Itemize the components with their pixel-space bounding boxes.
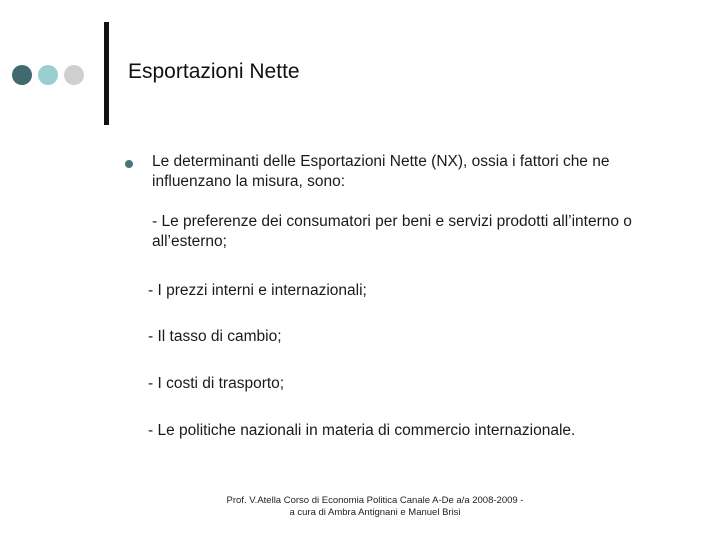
decorative-dot-light [38,65,58,85]
list-item-preferences: - Le preferenze dei consumatori per beni e servizi prodotti all’interno o all’esterno; [152,213,632,250]
list-item-trade-policies: - Le politiche nazionali in materia di commercio internazionale. [148,422,576,439]
intro-text: Le determinanti delle Esportazioni Nette (NX), ossia i fattori che ne influenzano la misura, sono: [152,153,610,190]
slide-title: Esportazioni Nette [128,60,300,83]
slide-footer [200,495,550,519]
title-divider-bar [104,22,109,125]
decorative-dot-dark [12,65,32,85]
decorative-dot-gray [64,65,84,85]
bullet-icon [125,160,133,168]
list-item-prices: - I prezzi interni e internazionali; [148,282,367,299]
list-item-transport-costs: - I costi di trasporto; [148,375,285,392]
footer-line-2: a cura di Ambra Antignani e Manuel Brisi [289,507,461,518]
footer-line-1: Prof. V.Atella Corso di Economia Politica Canale A-De a/a 2008-2009 - [226,495,524,506]
list-item-exchange-rate: - Il tasso di cambio; [148,328,282,345]
